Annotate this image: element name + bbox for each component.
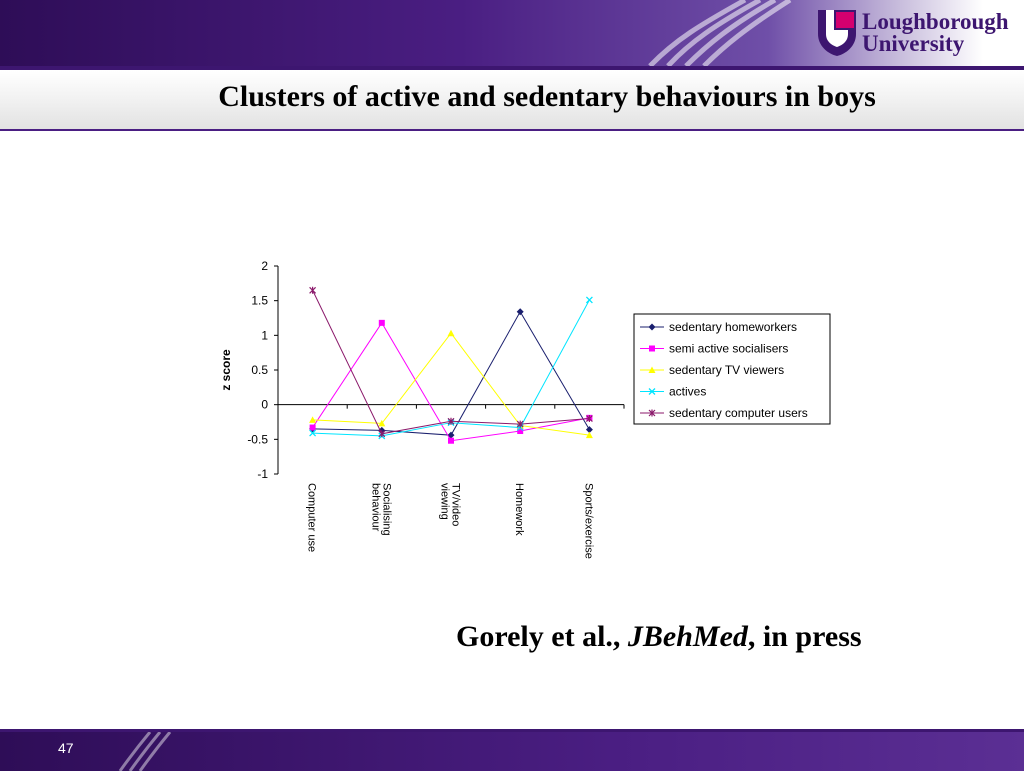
logo-word-loughborough: Loughborough — [862, 9, 1009, 34]
logo-word-university: University — [862, 31, 965, 56]
series-semi-active-socialisers — [310, 320, 593, 444]
slide-title: Clusters of active and sedentary behaviours in boys — [218, 80, 876, 113]
legend-marker — [649, 346, 655, 352]
legend-entry-label: sedentary computer users — [669, 406, 808, 420]
legend-entry-label: sedentary TV viewers — [669, 363, 785, 377]
footer-band — [0, 729, 1024, 771]
series-line — [313, 300, 590, 436]
x-category-label: TV/video — [449, 483, 462, 527]
y-tick-label: 1 — [261, 328, 268, 343]
x-category-label: Computer use — [305, 483, 318, 553]
banner-divider — [0, 66, 1024, 70]
y-tick-label: -1 — [257, 467, 268, 481]
citation — [456, 620, 862, 654]
data-point — [448, 438, 454, 444]
x-category-label: Homework — [513, 483, 526, 536]
y-tick-label: 0.5 — [251, 363, 268, 377]
line-chart — [210, 250, 840, 580]
y-tick-label: 0 — [261, 397, 268, 412]
legend-entry-label: sedentary homeworkers — [669, 320, 798, 334]
data-point — [310, 287, 316, 294]
x-category-label: Sports/exercise — [582, 483, 595, 559]
series-line — [313, 290, 590, 434]
y-tick-label: -0.5 — [247, 432, 268, 447]
legend-entry-label: actives — [669, 384, 707, 399]
y-tick-label: 2 — [261, 259, 268, 273]
data-point — [448, 432, 455, 439]
page-number: 47 — [58, 740, 74, 756]
footer-swirl-decoration — [0, 732, 200, 771]
x-category-label: behaviour — [369, 483, 382, 532]
y-axis-title: z score — [219, 349, 233, 391]
data-point — [448, 330, 455, 337]
citation-authors: Gorely et al., — [456, 620, 628, 653]
legend-entry-label: semi active socialisers — [669, 341, 789, 356]
data-point — [310, 425, 316, 431]
legend — [634, 314, 830, 424]
data-point — [586, 297, 592, 303]
citation-journal: JBehMed — [627, 620, 748, 653]
x-category-label: viewing — [438, 483, 451, 520]
citation-status: , in press — [747, 620, 862, 653]
data-point — [379, 320, 385, 326]
data-point — [517, 308, 524, 315]
university-logo — [816, 8, 1021, 60]
y-tick-label: 1.5 — [251, 293, 268, 308]
shield-icon — [816, 8, 858, 58]
x-category-label: Socialising — [380, 483, 393, 536]
